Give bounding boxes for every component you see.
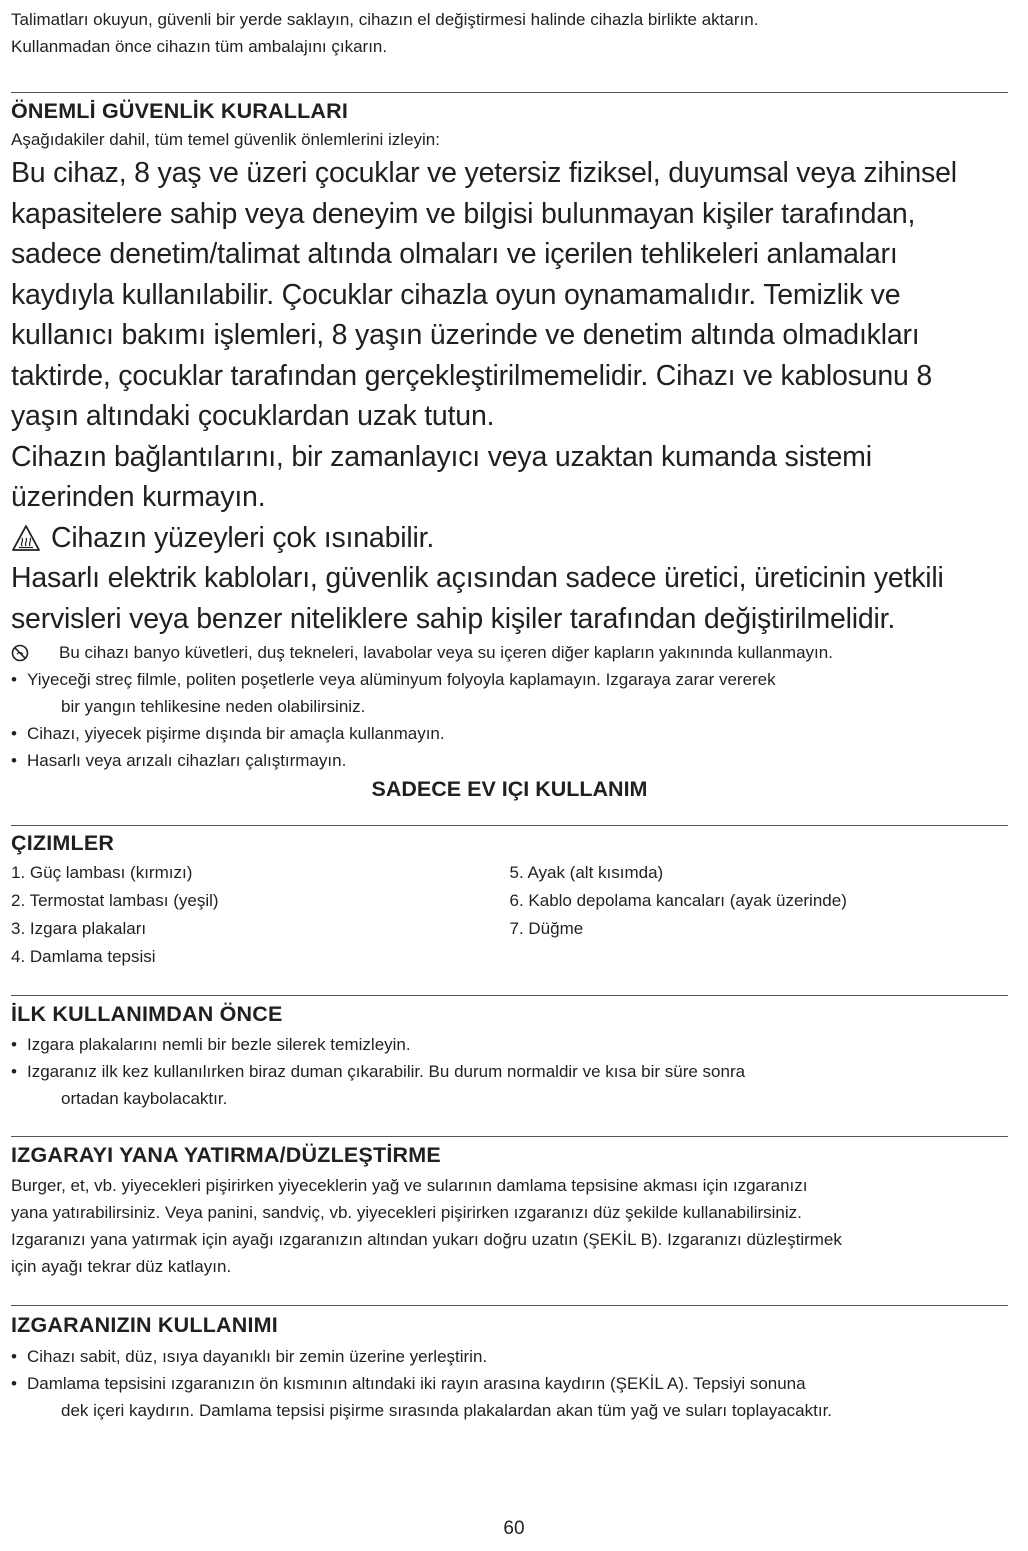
drawings-list	[11, 859, 1008, 971]
drawing-item: 4. Damlama tepsisi	[11, 947, 156, 966]
safety-subheading: Aşağıdakiler dahil, tüm temel güvenlik önlemlerini izleyin:	[11, 130, 440, 149]
no-water-icon	[11, 644, 29, 662]
drawing-item: 7. Düğme	[509, 919, 584, 938]
safety-line: Hasarlı elektrik kabloları, güvenlik açısından sadece üretici, üreticinin yetkili	[11, 562, 944, 594]
no-water-warning	[11, 639, 1008, 666]
section-divider	[11, 995, 1008, 996]
list-item: • Cihazı sabit, düz, ısıya dayanıklı bir zemin üzerine yerleştirin.	[11, 1347, 488, 1366]
intro	[11, 6, 1008, 60]
first-use-bullets	[11, 1031, 1008, 1112]
safety-line: servisleri veya benzer niteliklere sahip kişiler tarafından değiştirilmelidir.	[11, 602, 896, 635]
paragraph-line: yana yatırabilirsiniz. Veya panini, sandviç, vb. yiyecekleri pişirirken ızgaranızı düz şekilde kullanabilirsiniz.	[11, 1203, 802, 1222]
safety-line: yaşın altındaki çocuklardan uzak tutun.	[11, 400, 495, 432]
paragraph-line: Burger, et, vb. yiyecekleri pişirirken yiyeceklerin yağ ve sularının damlama tepsisine akması için ızgaranızı	[11, 1176, 808, 1195]
list-item: • Yiyeceği streç filmle, politen poşetlerle veya alüminyum folyoyla kaplamayın. Izgaraya zarar vererek bir yangın tehlikesine neden olabilirsiniz.	[11, 670, 776, 716]
safety-line: kaydıyla kullanılabilir. Çocuklar cihazla oyun oynamamalıdır. Temizlik ve	[11, 278, 901, 311]
hot-surface-warning	[11, 518, 1008, 559]
drawings-right-column	[510, 859, 1009, 971]
safety-line: kullanıcı bakımı işlemleri, 8 yaşın üzerinde ve denetim altında olmadıkları	[11, 319, 920, 351]
list-item: • Izgara plakalarını nemli bir bezle silerek temizleyin.	[11, 1035, 411, 1054]
paragraph-line: Izgaranızı yana yatırmak için ayağı ızgaranızın altından yukarı doğru uzatın (ŞEKİL B). Izgaranızı düzleştirmek	[11, 1230, 842, 1249]
safety-line: kapasitelere sahip veya deneyim ve bilgisi bulunmayan kişiler tarafından,	[11, 197, 916, 230]
safety-line: Bu cihaz, 8 yaş ve üzeri çocuklar ve yetersiz fiziksel, duyumsal veya zihinsel	[11, 157, 957, 189]
safety-line: üzerinden kurmayın.	[11, 481, 266, 513]
tilting-body	[11, 1172, 1008, 1280]
page-number: 60	[503, 1518, 525, 1539]
drawing-item: 1. Güç lambası (kırmızı)	[11, 863, 193, 882]
list-item: • Izgaranız ilk kez kullanılırken biraz duman çıkarabilir. Bu durum normaldir ve kısa bir süre sonra ortadan kaybolacaktır.	[11, 1062, 746, 1108]
safety-line: sadece denetim/talimat altında olmaları ve içerilen tehlikeleri anlamaları	[11, 238, 898, 270]
drawing-item: 3. Izgara plakaları	[11, 919, 147, 938]
drawings-left-column	[11, 859, 510, 971]
intro-line: Talimatları okuyun, güvenli bir yerde saklayın, cihazın el değiştirmesi halinde cihazla birlikte aktarın.	[11, 10, 759, 29]
usage-heading: IZGARANIZIN KULLANIMI	[11, 1313, 278, 1337]
drawing-item: 6. Kablo depolama kancaları (ayak üzerinde)	[509, 891, 847, 910]
tilting-heading: IZGARAYI YANA YATIRMA/DÜZLEŞTİRME	[11, 1143, 441, 1167]
safety-line: Cihazın bağlantılarını, bir zamanlayıcı veya uzaktan kumanda sistemi	[11, 440, 872, 473]
drawing-item: 5. Ayak (alt kısımda)	[509, 863, 664, 882]
usage-bullets	[11, 1343, 1008, 1424]
first-use-heading: İLK KULLANIMDAN ÖNCE	[11, 1002, 283, 1026]
section-divider	[11, 92, 1008, 93]
drawing-item: 2. Termostat lambası (yeşil)	[11, 891, 219, 910]
no-water-text: Bu cihazı banyo küvetleri, duş tekneleri, lavabolar veya su içeren diğer kapların yakınında kullanmayın.	[59, 643, 833, 662]
section-divider	[11, 825, 1008, 826]
manual-page	[11, 6, 1008, 1424]
household-use-notice: SADECE EV IÇI KULLANIM	[371, 777, 648, 801]
safety-heading: ÖNEMLİ GÜVENLİK KURALLARI	[11, 99, 349, 123]
safety-line: taktirde, çocuklar tarafından gerçekleştirilmemelidir. Cihazı ve kablosunu 8	[11, 359, 932, 392]
intro-line: Kullanmadan önce cihazın tüm ambalajını çıkarın.	[11, 37, 388, 56]
safety-bullets	[11, 666, 1008, 774]
paragraph-line: için ayağı tekrar düz katlayın.	[11, 1257, 232, 1276]
hot-surface-icon	[11, 524, 41, 552]
hot-surface-text: Cihazın yüzeyleri çok ısınabilir.	[51, 521, 435, 554]
list-item: • Hasarlı veya arızalı cihazları çalıştırmayın.	[11, 751, 347, 770]
safety-big-text	[11, 153, 1008, 639]
drawings-heading: ÇIZIMLER	[11, 831, 115, 855]
section-divider	[11, 1305, 1008, 1306]
list-item: • Damlama tepsisini ızgaranızın ön kısmının altındaki iki rayın arasına kaydırın (ŞEKİL A). Tepsiyi sonuna dek içeri kaydırın. Damlama tepsisi pişirme sırasında plakalardan akan tüm yağ ve suları toplayacaktır.	[11, 1374, 833, 1420]
list-item: • Cihazı, yiyecek pişirme dışında bir amaçla kullanmayın.	[11, 724, 445, 743]
section-divider	[11, 1136, 1008, 1137]
